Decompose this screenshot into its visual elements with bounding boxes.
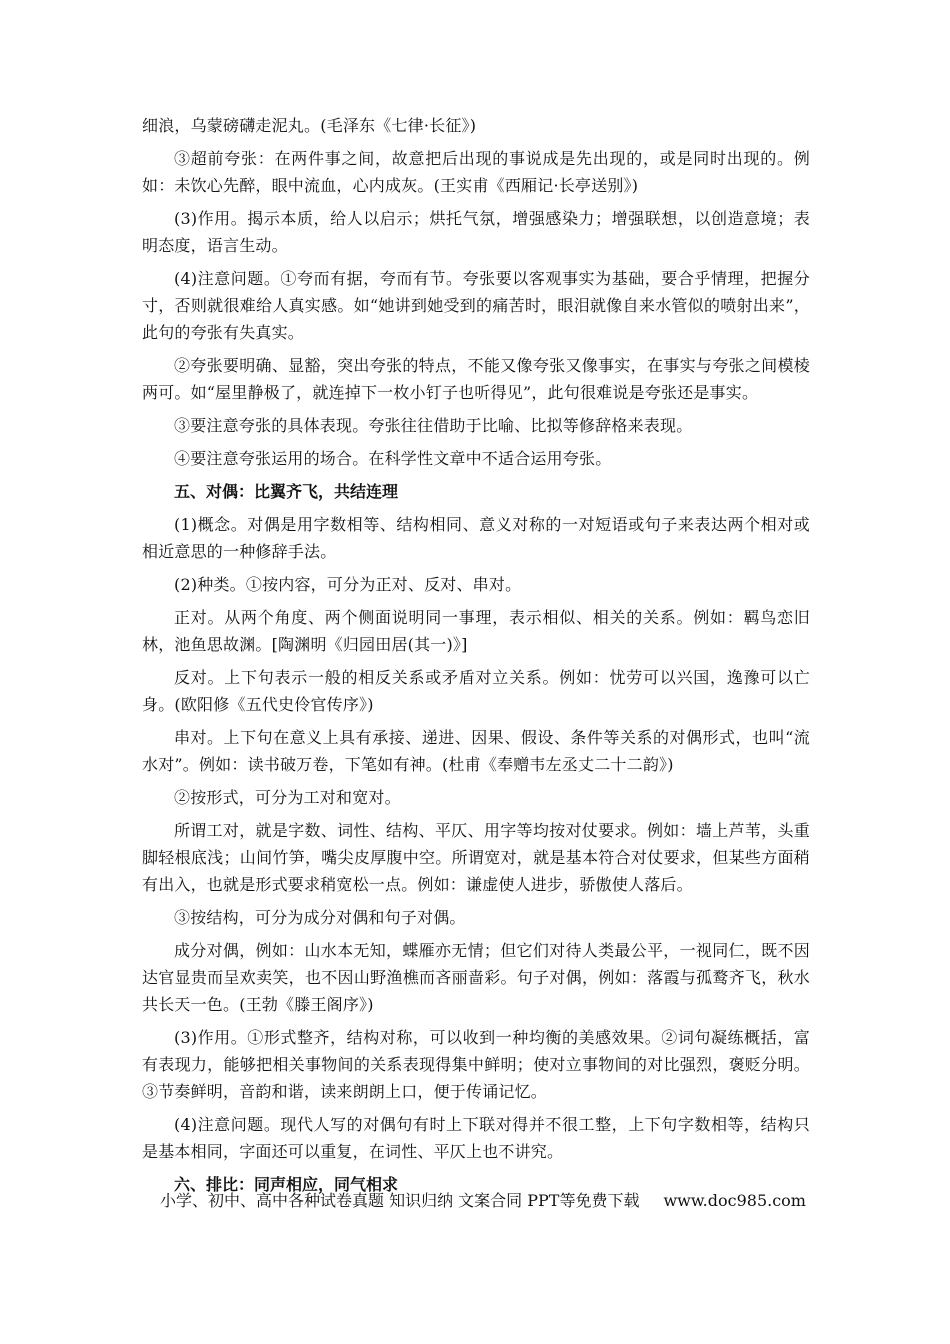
paragraph-chuan-dui: 串对。上下句在意义上具有承接、递进、因果、假设、条件等关系的对偶形式，也叫“流水对”。例如：读书破万卷，下笔如有神。(杜甫《奉赠韦左丞丈二十二韵》)	[142, 728, 810, 774]
document-body	[142, 112, 810, 1204]
paragraph-fan-dui: 反对。上下句表示一般的相反关系或矛盾对立关系。例如：忧劳可以兴国，逸豫可以亡身。(欧阳修《五代史伶官传序》)	[142, 668, 810, 714]
paragraph-antithesis-function: (3)作用。①形式整齐，结构对称，可以收到一种均衡的美感效果。②词句凝练概括，富有表现力，能够把相关事物间的关系表现得集中鲜明；使对立事物间的对比强烈，褒贬分明。③节奏鲜明，音韵和谐，读来朗朗上口，便于传诵记忆。	[142, 1028, 810, 1101]
paragraph-advance-hyperbole: ③超前夸张：在两件事之间，故意把后出现的事说成是先出现的，或是同时出现的。例如：未饮心先醉，眼中流血，心内成灰。(王实甫《西厢记·长亭送别》)	[142, 149, 810, 195]
paragraph-continuation: 细浪，乌蒙磅礴走泥丸。(毛泽东《七律·长征》)	[142, 116, 477, 135]
paragraph-antithesis-concept: (1)概念。对偶是用字数相等、结构相同、意义对称的一对短语或句子来表达两个相对或相近意思的一种修辞手法。	[142, 515, 810, 561]
paragraph-hyperbole-notes-2: ②夸张要明确、显豁，突出夸张的特点，不能又像夸张又像事实，在事实与夸张之间模棱两可。如“屋里静极了，就连掉下一枚小钉子也听得见”，此句很难说是夸张还是事实。	[142, 356, 810, 402]
paragraph-zheng-dui: 正对。从两个角度、两个侧面说明同一事理，表示相似、相关的关系。例如：羁鸟恋旧林，池鱼思故渊。[陶渊明《归园田居(其一)》]	[142, 608, 810, 654]
paragraph-gong-dui: 所谓工对，就是字数、词性、结构、平仄、用字等均按对仗要求。例如：墙上芦苇，头重脚轻根底浅；山间竹笋，嘴尖皮厚腹中空。所谓宽对，就是基本符合对仗要求，但某些方面稍有出入，也就是形式要求稍宽松一点。例如：谦虚使人进步，骄傲使人落后。	[142, 821, 810, 894]
footer-url[interactable]: www.doc985.com	[663, 1191, 806, 1210]
paragraph-antithesis-types: (2)种类。①按内容，可分为正对、反对、串对。	[174, 575, 522, 594]
paragraph-antithesis-notes: (4)注意问题。现代人写的对偶句有时上下联对得并不很工整，上下句字数相等，结构只是基本相同，字面还可以重复，在词性、平仄上也不讲究。	[142, 1115, 810, 1161]
section-heading-parallelism: 六、排比：同声相应，同气相求	[174, 1175, 399, 1194]
paragraph-hyperbole-notes-4: ④要注意夸张运用的场合。在科学性文章中不适合运用夸张。	[174, 449, 612, 468]
paragraph-hyperbole-function: (3)作用。揭示本质，给人以启示；烘托气氛，增强感染力；增强联想，以创造意境；表明态度，语言生动。	[142, 209, 810, 255]
paragraph-hyperbole-notes-1: (4)注意问题。①夸而有据，夸而有节。夸张要以客观事实为基础，要合乎情理，把握分寸，否则就很难给人真实感。如“她讲到她受到的痛苦时，眼泪就像自来水管似的喷射出来”，此句的夸张有失真实。	[142, 269, 810, 342]
paragraph-by-form: ②按形式，可分为工对和宽对。	[174, 788, 401, 807]
footer-text: 小学、初中、高中各种试卷真题 知识归纳 文案合同 PPT等免费下载	[160, 1191, 640, 1210]
paragraph-hyperbole-notes-3: ③要注意夸张的具体表现。夸张往往借助于比喻、比拟等修辞格来表现。	[174, 416, 693, 435]
page-footer	[160, 1190, 806, 1212]
paragraph-by-structure: ③按结构，可分为成分对偶和句子对偶。	[174, 908, 466, 927]
paragraph-component-antithesis: 成分对偶，例如：山水本无知，蝶雁亦无情；但它们对待人类最公平，一视同仁，既不因达官显贵而呈欢卖笑，也不因山野渔樵而吝丽啬彩。句子对偶，例如：落霞与孤鹜齐飞，秋水共长天一色。(王勃《滕王阁序》)	[142, 941, 810, 1014]
section-heading-antithesis: 五、对偶：比翼齐飞，共结连理	[174, 482, 399, 501]
